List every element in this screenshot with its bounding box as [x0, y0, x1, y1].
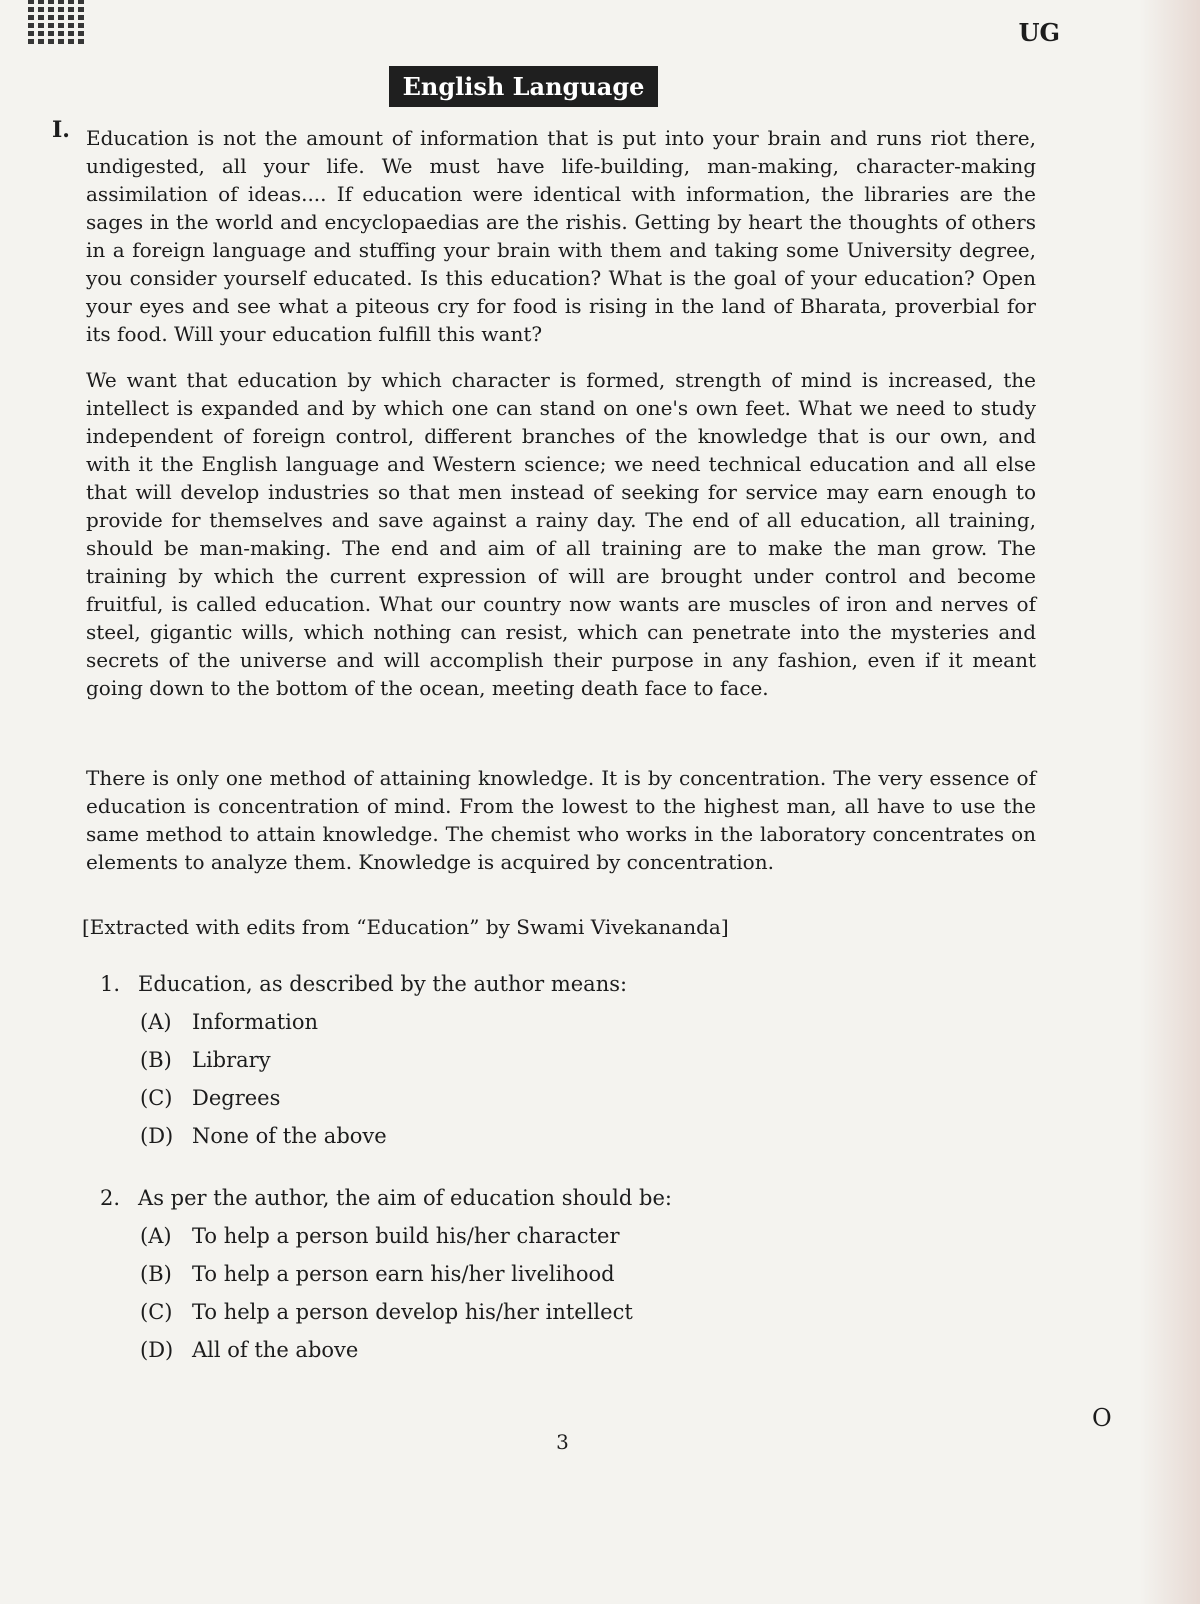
question-stem: Education, as described by the author means: — [138, 972, 628, 996]
question-2 — [100, 1186, 672, 1376]
passage-paragraph-2: We want that education by which character is formed, strength of mind is increased, the intellect is expanded and by which one can stand on one's own feet. What we need to study independent of foreign control, different branches of the knowledge that is our own, and with it the English language and Western science; we need technical education and all else that will develop industries so that men instead of seeking for service may earn enough to provide for themselves and save against a rainy day. The end of all education, all training, should be man-making. The end and aim of all training are to make the man grow. The training by which the current expression of will are brought under control and become fruitful, is called education. What our country now wants are muscles of iron and nerves of steel, gigantic wills, which nothing can resist, which can penetrate into the mysteries and secrets of the universe and will accomplish their purpose in any fashion, even if it meant going down to the bottom of the ocean, meeting death face to face. — [86, 368, 1036, 700]
set-code: O — [1092, 1404, 1112, 1432]
option-letter: (A) — [140, 1010, 172, 1034]
question-1 — [100, 972, 627, 1162]
option-text: To help a person earn his/her livelihood — [192, 1262, 615, 1286]
option-letter: (D) — [140, 1338, 174, 1362]
option-a — [140, 1224, 672, 1248]
option-letter: (C) — [140, 1086, 173, 1110]
option-text: Information — [192, 1010, 319, 1034]
option-b — [140, 1262, 672, 1286]
option-text: All of the above — [192, 1338, 359, 1362]
qr-code-icon — [28, 0, 86, 44]
option-text: Degrees — [192, 1086, 281, 1110]
option-text: To help a person build his/her character — [192, 1224, 620, 1248]
question-number: 1. — [100, 972, 121, 996]
option-text: To help a person develop his/her intellect — [192, 1300, 633, 1324]
option-a — [140, 1010, 627, 1034]
section-title: English Language — [389, 66, 659, 107]
option-text: None of the above — [192, 1124, 387, 1148]
passage-paragraph-1: Education is not the amount of information that is put into your brain and runs riot there, undigested, all your life. We must have life-building, man-making, character-making assimilation of ideas.... If education were identical with information, the libraries are the sages in the world and encyclopaedias are the rishis. Getting by heart the thoughts of others in a foreign language and stuffing your brain with them and taking some University degree, you consider yourself educated. Is this education? What is the goal of your education? Open your eyes and see what a piteous cry for food is rising in the land of Bharata, proverbial for its food. Will your education fulfill this want? — [86, 126, 1036, 346]
option-letter: (D) — [140, 1124, 174, 1148]
page-edge-shadow — [1140, 0, 1200, 1604]
option-text: Library — [192, 1048, 271, 1072]
option-d — [140, 1338, 672, 1362]
option-letter: (A) — [140, 1224, 172, 1248]
option-b — [140, 1048, 627, 1072]
option-c — [140, 1300, 672, 1324]
question-stem: As per the author, the aim of education should be: — [138, 1186, 672, 1210]
option-letter: (B) — [140, 1262, 172, 1286]
series-code: UG — [1018, 18, 1060, 47]
option-letter: (C) — [140, 1300, 173, 1324]
passage-paragraph-3: There is only one method of attaining knowledge. It is by concentration. The very essence of education is concentration of mind. From the lowest to the highest man, all have to use the same method to attain knowledge. The chemist who works in the laboratory concentrates on elements to analyze them. Knowledge is acquired by concentration. — [86, 766, 1036, 874]
option-c — [140, 1086, 627, 1110]
option-d — [140, 1124, 627, 1148]
passage-citation: [Extracted with edits from “Education” by Swami Vivekananda] — [82, 915, 729, 939]
option-letter: (B) — [140, 1048, 172, 1072]
question-number: 2. — [100, 1186, 121, 1210]
section-heading-wrap — [0, 66, 1047, 107]
page-number: 3 — [556, 1430, 569, 1454]
passage-number: I. — [52, 117, 70, 143]
